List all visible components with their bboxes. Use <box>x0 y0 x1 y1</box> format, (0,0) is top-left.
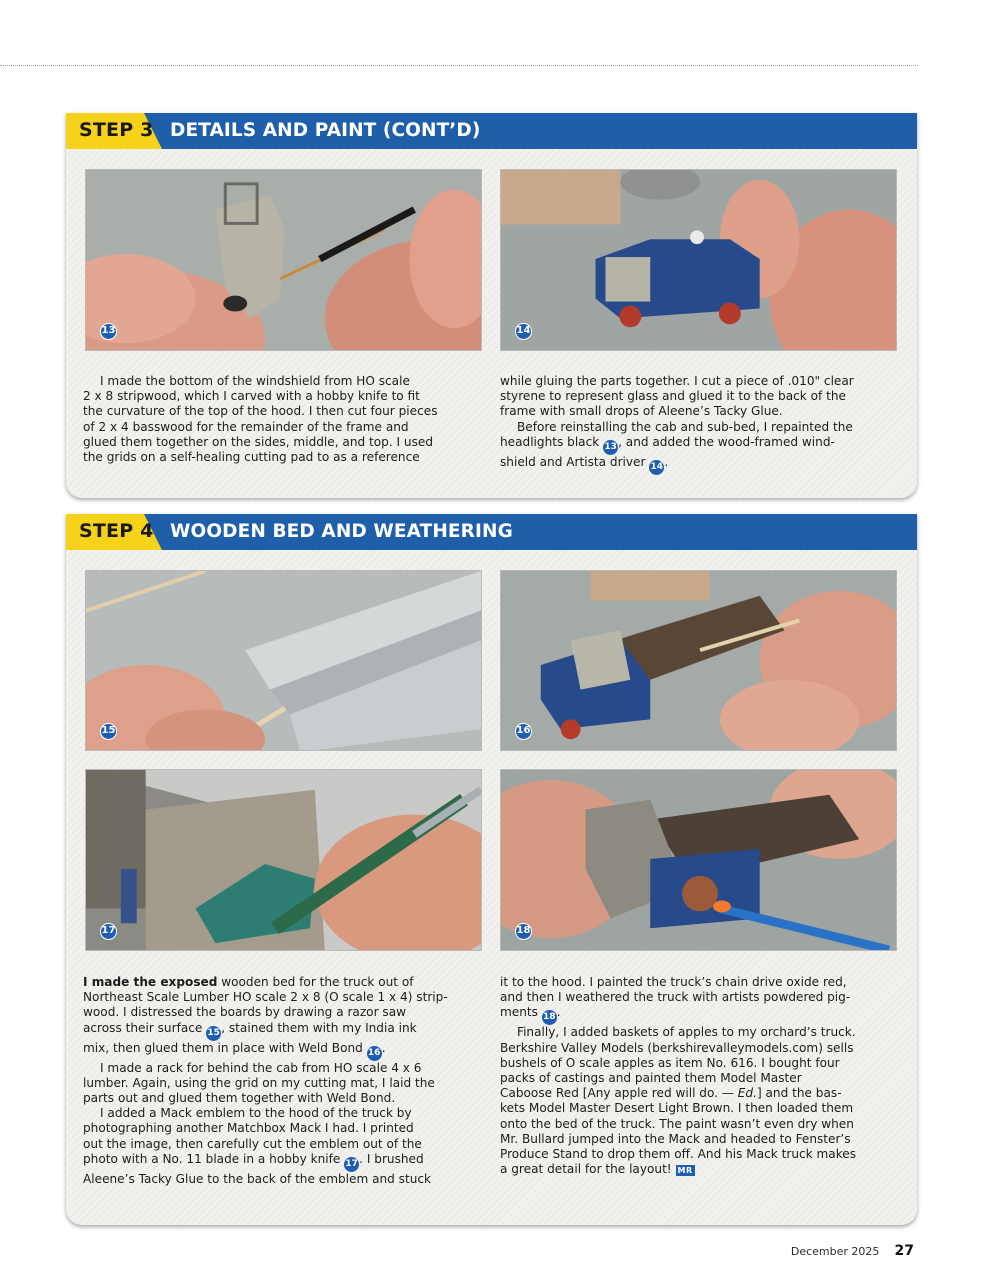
step3-text-column-2 <box>500 374 903 475</box>
text-line: bushels of O scale apples as item No. 616. I bought four <box>500 1055 840 1070</box>
photo-ref-badge-13: 13 <box>603 440 618 455</box>
issue-date: December 2025 <box>790 1245 880 1258</box>
text-line: packs of castings and painted them Model Master <box>500 1071 802 1086</box>
text-line: Northeast Scale Lumber HO scale 2 x 8 (O scale 1 x 4) strip- <box>83 990 448 1005</box>
step4-header <box>66 514 917 550</box>
text-line <box>500 435 903 455</box>
text-run: , stained them with my India ink <box>221 1020 417 1035</box>
step3-label: STEP 3 <box>79 119 154 141</box>
text-run: , and added the wood-framed wind- <box>618 434 835 449</box>
photo-13 <box>85 169 482 351</box>
text-line: Before reinstalling the cab and sub-bed, I repainted the <box>517 419 853 434</box>
step4-label: STEP 4 <box>79 520 154 542</box>
text-line: the curvature of the top of the hood. I then cut four pieces <box>83 404 438 419</box>
text-line: Berkshire Valley Models (berkshirevalleymodels.com) sells <box>500 1040 854 1055</box>
text-line: styrene to represent glass and glued it to the back of the <box>500 389 846 404</box>
page-number: 27 <box>894 1243 914 1259</box>
text-italic: Ed. <box>737 1086 757 1101</box>
photo-13-image <box>86 170 481 350</box>
text-line: I made the bottom of the windshield from HO scale <box>100 374 410 388</box>
photo-18-image <box>501 770 896 950</box>
text-run: headlights black <box>500 434 604 449</box>
top-dotted-rule <box>0 65 918 66</box>
photo-13-number: 13 <box>100 323 117 340</box>
text-line: out the image, then carefully cut the emblem out of the <box>83 1136 422 1151</box>
photo-15-image <box>86 571 481 750</box>
photo-ref-badge-16: 16 <box>367 1046 382 1061</box>
text-line: Mr. Bullard jumped into the Mack and headed to Fenster’s <box>500 1131 851 1146</box>
step4-text-column-1 <box>83 975 486 1187</box>
step3-text-column-1 <box>83 374 486 465</box>
text-line <box>500 455 903 475</box>
text-run: . <box>556 1005 561 1020</box>
step4-panel <box>66 514 917 1225</box>
text-line: photographing another Matchbox Mack I had. I printed <box>83 1121 414 1136</box>
text-line: and then I weathered the truck with artists powdered pig- <box>500 990 851 1005</box>
text-line: Produce Stand to drop them off. And his Mack truck makes <box>500 1147 857 1162</box>
text-line <box>500 1005 903 1025</box>
text-line: I added a Mack emblem to the hood of the truck by <box>100 1106 412 1121</box>
text-run: Caboose Red [Any apple red will do. — <box>500 1086 738 1101</box>
photo-17-number: 17 <box>100 923 117 940</box>
photo-ref-badge-15: 15 <box>206 1026 221 1041</box>
photo-16 <box>500 570 897 751</box>
text-line: the grids on a self-healing cutting pad to as a reference <box>83 450 420 465</box>
step4-title: WOODEN BED AND WEATHERING <box>170 521 513 542</box>
text-line: onto the bed of the truck. The paint wasn’t even dry when <box>500 1116 854 1131</box>
text-line <box>500 1086 903 1101</box>
text-line: I made a rack for behind the cab from HO scale 4 x 6 <box>100 1060 422 1075</box>
photo-ref-badge-18: 18 <box>542 1010 557 1025</box>
photo-ref-badge-14: 14 <box>649 460 664 475</box>
photo-15 <box>85 570 482 751</box>
photo-17 <box>85 769 482 951</box>
page-footer <box>791 1240 914 1259</box>
text-line: Aleene’s Tacky Glue to the back of the emblem and stuck <box>83 1171 432 1186</box>
text-lead-in: I made the exposed <box>83 975 218 989</box>
text-line: 2 x 8 stripwood, which I carved with a hobby knife to fit <box>83 389 420 404</box>
text-line <box>83 1152 486 1172</box>
text-line: of 2 x 4 basswood for the remainder of the frame and <box>83 419 409 434</box>
step3-header <box>66 113 917 149</box>
text-run: mix, then glued them in place with Weld Bond <box>83 1040 367 1055</box>
photo-18 <box>500 769 897 951</box>
text-run: across their surface <box>83 1020 207 1035</box>
text-line: parts out and glued them together with Weld Bond. <box>83 1091 396 1106</box>
text-line <box>83 1041 486 1061</box>
text-line: kets Model Master Desert Light Brown. I then loaded them <box>500 1101 854 1116</box>
photo-14-image <box>501 170 896 350</box>
photo-14-number: 14 <box>515 323 532 340</box>
photo-18-number: 18 <box>515 923 532 940</box>
text-line <box>83 1021 486 1041</box>
text-run: shield and Artista driver <box>500 454 650 469</box>
text-line: glued them together on the sides, middle, and top. I used <box>83 434 434 449</box>
text-line: lumber. Again, using the grid on my cutting mat, I laid the <box>83 1075 435 1090</box>
text-line: frame with small drops of Aleene’s Tacky Glue. <box>500 404 783 419</box>
step3-panel <box>66 113 917 498</box>
text-run: ] and the bas- <box>756 1086 842 1101</box>
step4-text-column-2 <box>500 975 903 1177</box>
text-line: while gluing the parts together. I cut a piece of .010" clear <box>500 374 854 388</box>
text-run: photo with a No. 11 blade in a hobby knife <box>83 1151 345 1166</box>
text-run: wooden bed for the truck out of <box>217 975 414 989</box>
photo-14 <box>500 169 897 351</box>
text-line: Finally, I added baskets of apples to my orchard’s truck. <box>517 1025 856 1040</box>
mr-end-mark-icon: MR <box>677 1166 693 1176</box>
text-run: ments <box>500 1005 542 1020</box>
photo-16-number: 16 <box>515 723 532 740</box>
text-run: . <box>664 454 669 469</box>
photo-15-number: 15 <box>100 723 117 740</box>
photo-16-image <box>501 571 896 750</box>
text-line: it to the hood. I painted the truck’s chain drive oxide red, <box>500 975 847 989</box>
photo-ref-badge-17: 17 <box>344 1157 359 1172</box>
photo-17-image <box>86 770 481 950</box>
text-run: . <box>381 1040 386 1055</box>
step3-title: DETAILS AND PAINT (CONT’D) <box>170 120 481 141</box>
text-line <box>500 1162 903 1177</box>
text-run: a great detail for the layout! <box>500 1162 676 1177</box>
text-run: . I brushed <box>359 1151 424 1166</box>
text-line <box>83 975 486 990</box>
text-line: wood. I distressed the boards by drawing a razor saw <box>83 1005 406 1020</box>
